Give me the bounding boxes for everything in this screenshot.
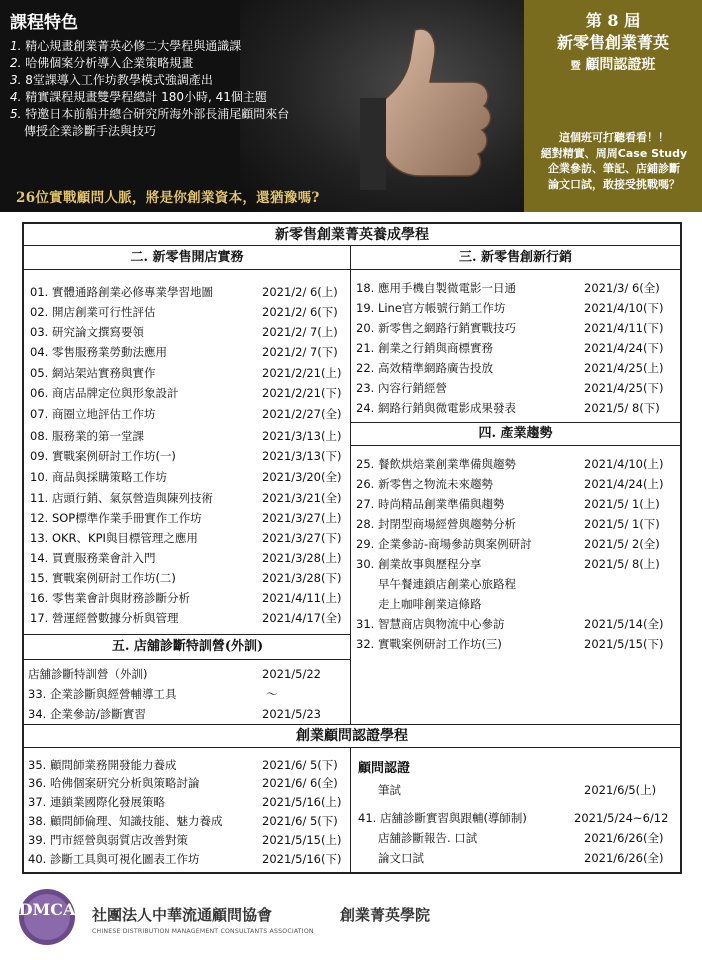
feature-item: 1. 精心規畫創業菁英必修二大學程與通識課 <box>10 39 242 53</box>
feature-item: 5. 特邀日本前船井總合研究所海外部長浦尾顧問來台 <box>10 107 290 121</box>
course-subtopic: 早午餐連鎖店創業心旅路程 <box>378 577 516 591</box>
features-title: 課程特色 <box>10 13 78 33</box>
dmca-logo <box>14 886 80 948</box>
course-schedule: 新零售創業菁英養成學程 二. 新零售開店實務 三. 新零售創新行銷 01. 實體通路創業必修專業學習地圖 2021/2/ 6(上) 02. 開店創業可行性評估 2021/2/ 6(下) 03. 研究論文撰寫要領 2021/2/ 7(上) 04. 零售服務業勞動法應用 2021/2/ 7(下) 05. 網站架站實務與實作 2021/2/21(上) 06. 商店品牌定位與形象設計 2021/2/21(下) 07. 商圈立地評估工作坊 2021/2/27(全) 08. 服務業的第一堂課 2021/3/13(上) 09. 實戰案例研討工作坊(一) 2021/3/13(下) 10. 商品與採購策略工作坊 2021/3/20(全) 11. 店頭行銷、氣氛營造與陳列技術 2021/3/21(全) 12. SOP標準作業手冊實作工作坊 2021/3/27(上) 13. OKR、KPI與目標管理之應用 2021/3/27(下) 14. 買賣服務業會計入門 2021/3/28(上) 15. 實戰案例研討工作坊(二) 2021/3/28(下) 16. 零售業會計與財務診斷分析 2021/4/11(上) 17. 營運經營數據分析與管理 2021/4/17(全) 18. 應用手機自製微電影一日通 2021/3/ 6(全) 19. Line官方帳號行銷工作坊 2021/4/10(下) 20. 新零售之網路行銷實戰技巧 2021/4/11(下) 21. 創業之行銷與商標實務 2021/4/24(下) 22. 高效精準網路廣告投放 2021/4/25(上) 23. 內容行銷經營 2021/4/25(下) 24. 網路行銷與微電影成果發表 2021/5/ 8(下) 四. 產業趨勢 25. 餐飲烘焙業創業準備與趨勢 2021/4/10(上) 26. 新零售之物流未來趨勢 2021/4/24(上) 27. 時尚精品創業準備與趨勢 2021/5/ 1(上) 28. 封閉型商場經營與趨勢分析 2021/5/ 1(下) 29. 企業參訪-商場參訪與案例研討 2021/5/ 2(全) 30. 創業故事與歷程分享 2021/5/ 8(上) 早午餐連鎖店創業心旅路程 走上咖啡創業這條路 31. 智慧商店與物流中心參訪 2021/5/14(全) 32. 實戰案例研討工作坊(三) 2021/5/15(下) 五. 店舖診斷特訓營(外訓) 店舖診斷特訓營（外訓) 2021/5/22 33. 企業診斷與經營輔導工具 ～ 34. 企業參訪/診斷實習 2021/5/23 創業顧問認證學程 35. 顧問師業務開發能力養成 2021/6/ 5(下) 36. 哈佛個案研究分析與策略討論 2021/6/ 6(全) 37. 連鎖業國際化發展策略 2021/5/16(上) 38. 顧問師倫理、知識技能、魅力養成 2021/6/ 5(下) 39. 門市經營與弱質店改善對策 2021/5/15(上) 40. 診斷工具與可視化圖表工作坊 2021/5/16(下) 顧問認證 筆試 2021/6/5(上) 41. 店舖診斷實習與跟輔(導師制) 2021/5/24~6/12 店舖診斷報告. 口試 2021/6/26(全) 論文口試 2021/6/26(全) <box>22 222 682 874</box>
feature-item: 4. 精實課程規畫雙學程總計 180小時, 41個主題 <box>10 90 267 104</box>
section-3-title: 三. 新零售創新行銷 <box>351 248 680 270</box>
program-title: 新零售創業菁英養成學程 <box>24 224 680 246</box>
promo-banner <box>0 0 702 212</box>
feature-item: 傳授企業診斷手法與技巧 <box>24 124 157 138</box>
consultant-program-title: 創業顧問認證學程 <box>24 724 680 748</box>
certification-title: 顧問認證 <box>358 761 411 776</box>
course-subtopic: 走上咖啡創業這條路 <box>378 597 482 611</box>
svg-text:DMCA: DMCA <box>18 900 76 919</box>
section-5-title: 五. 店舖診斷特訓營(外訓) <box>24 634 351 660</box>
feature-item: 2. 哈佛個案分析導入企業策略規畫 <box>10 56 194 70</box>
class-title: 第 8 屆 新零售創業菁英 暨 顧問認證班 <box>556 11 669 73</box>
class-info-box <box>524 0 702 212</box>
features-list <box>10 38 390 140</box>
section-4-title: 四. 產業趨勢 <box>351 422 680 446</box>
school-name: 創業菁英學院 <box>340 906 431 924</box>
slogan: 26位實戰顧問人脈，將是你創業資本，還猶豫嗎? <box>16 190 320 206</box>
organization-name-en: CHINESE DISTRIBUTION MANAGEMENT CONSULTANTS ASSOCIATION <box>92 928 314 935</box>
organization-name: 社團法人中華流通顧問協會 <box>92 906 273 924</box>
feature-item: 3. 8堂課導入工作坊教學模式強調產出 <box>10 73 213 87</box>
section-2-title: 二. 新零售開店實務 <box>24 248 350 270</box>
column-divider <box>350 748 351 874</box>
class-description: 這個班可打聽看看！！ 絕對精實、周周Case Study 企業參訪、筆記、店鋪診斷 論文口試，敢接受挑戰嗎？ <box>540 131 688 191</box>
